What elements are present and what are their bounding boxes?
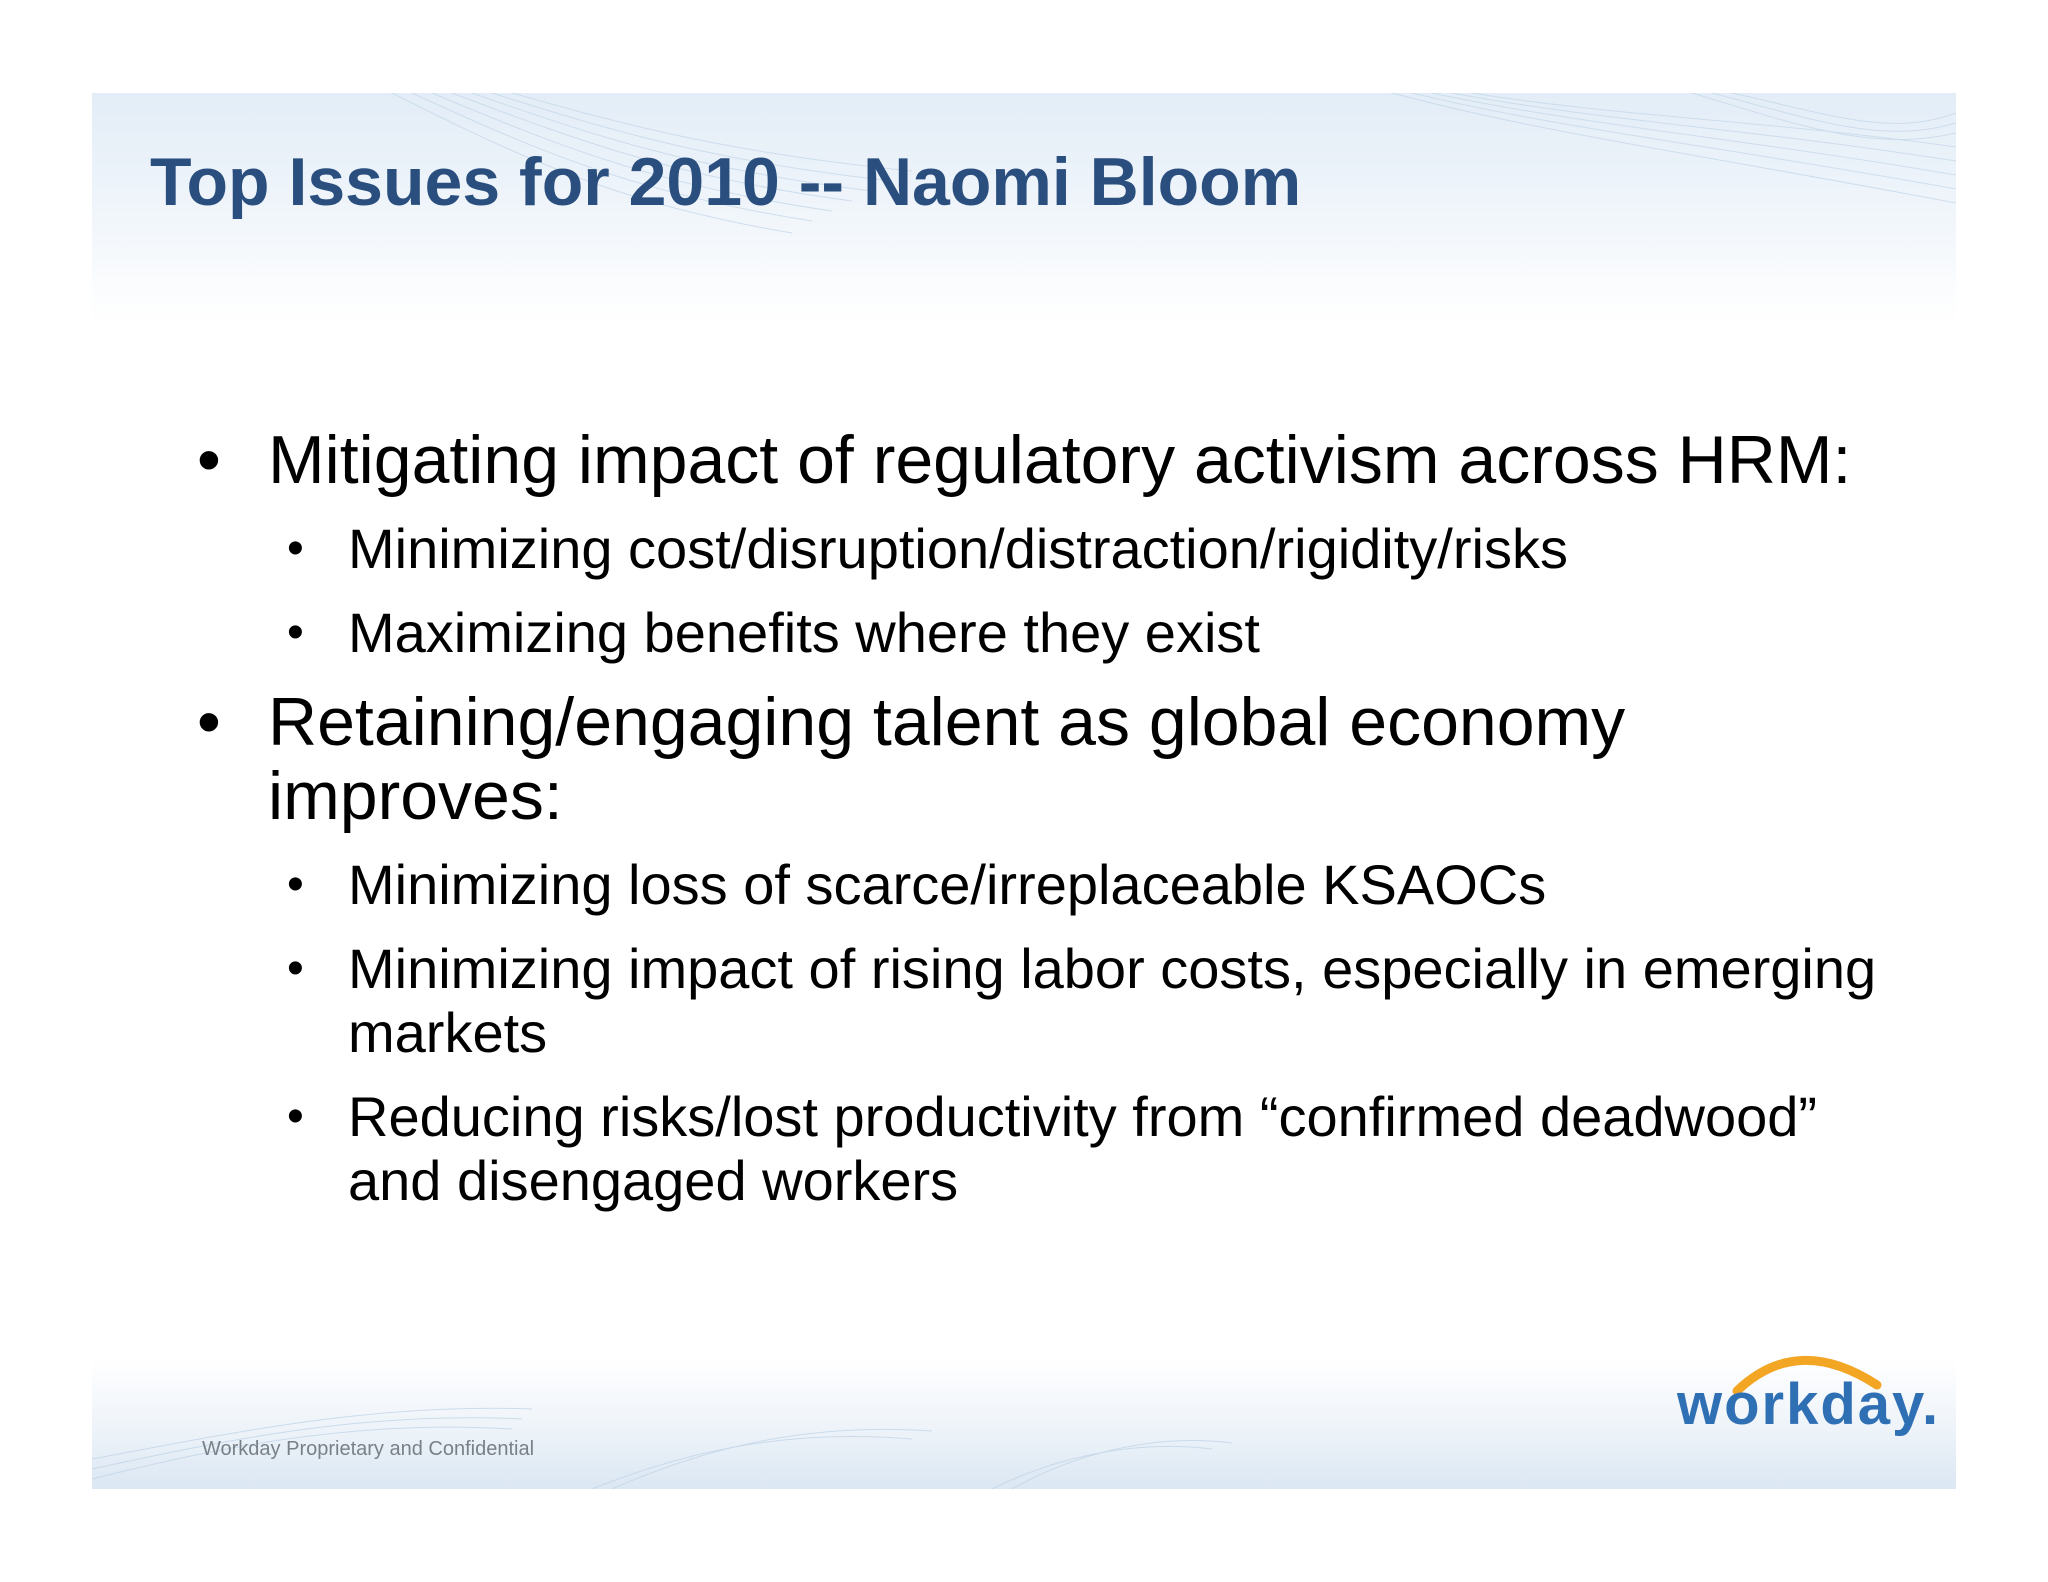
bullet-marker: • xyxy=(197,684,221,760)
bullet-marker: • xyxy=(197,422,221,498)
bullet-marker: • xyxy=(287,942,304,995)
bullet-item xyxy=(197,423,1877,497)
sub-bullet-item xyxy=(197,601,1877,665)
bullet-marker: • xyxy=(287,858,304,911)
bullet-item xyxy=(197,685,1877,833)
bullet-marker: • xyxy=(287,606,304,659)
bullet-text: Retaining/engaging talent as global economy improves: xyxy=(268,684,1626,834)
sub-bullet-item xyxy=(197,1085,1877,1213)
sub-bullet-text: Minimizing impact of rising labor costs, especially in emerging markets xyxy=(348,937,1877,1064)
sub-bullet-text: Maximizing benefits where they exist xyxy=(348,601,1260,664)
bullet-text: Mitigating impact of regulatory activism across HRM: xyxy=(268,422,1852,498)
sub-bullet-text: Minimizing cost/disruption/distraction/rigidity/risks xyxy=(348,517,1568,580)
slide-title: Top Issues for 2010 -- Naomi Bloom xyxy=(150,144,1302,220)
footer-confidential-text: Workday Proprietary and Confidential xyxy=(202,1438,535,1460)
bullet-list xyxy=(197,423,1877,1233)
workday-logo xyxy=(1677,1343,1941,1453)
sub-bullet-item xyxy=(197,853,1877,917)
sub-bullet-text: Reducing risks/lost productivity from “confirmed deadwood” and disengaged workers xyxy=(348,1085,1818,1212)
sub-bullet-item xyxy=(197,517,1877,581)
bullet-marker: • xyxy=(287,522,304,575)
sub-bullet-text: Minimizing loss of scarce/irreplaceable KSAOCs xyxy=(348,853,1547,916)
workday-logo-text: workday. xyxy=(1677,1372,1941,1437)
bullet-marker: • xyxy=(287,1090,304,1143)
slide xyxy=(92,93,1956,1489)
sub-bullet-item xyxy=(197,937,1877,1065)
